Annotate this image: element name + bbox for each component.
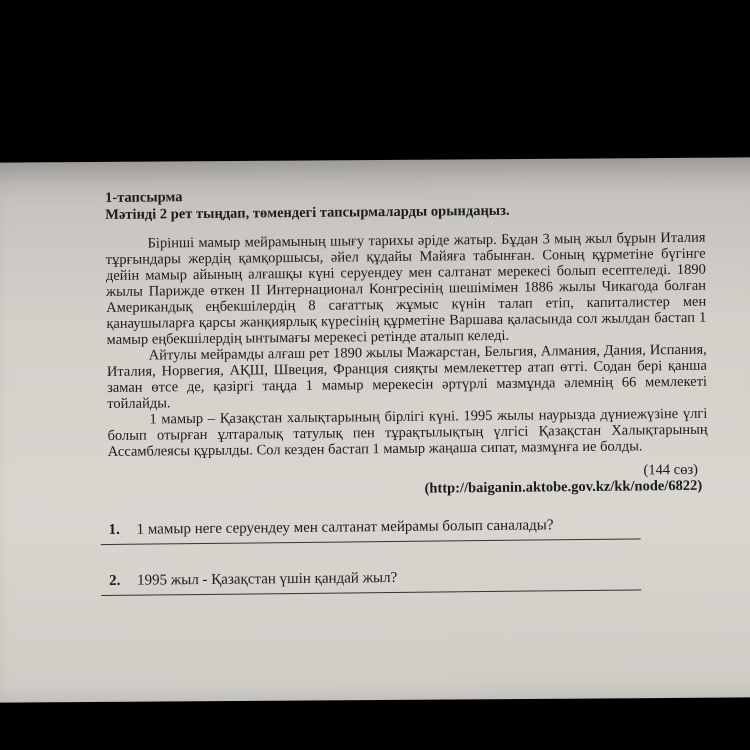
source-link: (http://baiganin.aktobe.gov.kz/kk/node/6822) <box>424 477 703 497</box>
question-number: 2. <box>109 572 121 589</box>
word-count: (144 сөз) <box>643 461 699 479</box>
document-content <box>105 184 709 596</box>
question-1 <box>108 516 708 538</box>
paragraph-2: Айтулы мейрамды алғаш рет 1890 жылы Мажарстан, Бельгия, Алмания, Дания, Испания, Италия, Норвегия, АҚШ, Швеция, Франция сияқты мемлекеттер атап өтті. Содан бері қанша заман өтсе де, қазіргі таңда 1 мамыр мерекесін әртүрлі мазмұнда әлемнің 66 мемлекеті тойлайды. <box>106 341 708 412</box>
question-text: 1 мамыр неге серуендеу мен салтанат мейрамы болып саналады? <box>136 517 554 538</box>
task-label: 1-тапсырма <box>105 189 183 206</box>
question-text: 1995 жыл - Қазақстан үшін қандай жыл? <box>137 569 398 589</box>
question-number: 1. <box>108 521 120 538</box>
paragraph-1: Бірінші мамыр мейрамының шығу тарихы әріде жатыр. Бұдан 3 мың жыл бұрын Италия тұрғындары жердің қамқоршысы, әйел құдайы Майяға табынған. Соның құрметіне бүгінге дейін мамыр айының алғашқы күні серуендеу мен салтанат мерекесі болып есептеледі. 1890 жылы Парижде өткен II Интернационал Конгресінің шешімімен 1886 жылы Чикагода болған Американдық еңбекшілердің 8 сағаттық жұмыс күнін талап етіп, капиталистер мен қанаушыларға қарсы жанқиярлық күресінің құрметіне Варшава қаласында сол жылдан бастап 1 мамыр еңбекшілердің ынтымағы мерекесі ретінде аталып келеді. <box>105 229 707 348</box>
task-instruction: Мәтінді 2 рет тыңдап, төмендегі тапсырмаларды орындаңыз. <box>105 202 510 223</box>
paragraph-3: 1 мамыр – Қазақстан халықтарының бірлігі күні. 1995 жылы наурызда дүниежүзіне үлгі болып отырған ұлтаралық татулық пен тұрақтылықтың үлгісі Қазақстан Халықтарының Ассамблеясы құрылды. Сол кезден бастап 1 мамыр жаңаша сипат, мазмұнға ие болды. <box>107 405 708 460</box>
questions-list <box>108 516 709 596</box>
